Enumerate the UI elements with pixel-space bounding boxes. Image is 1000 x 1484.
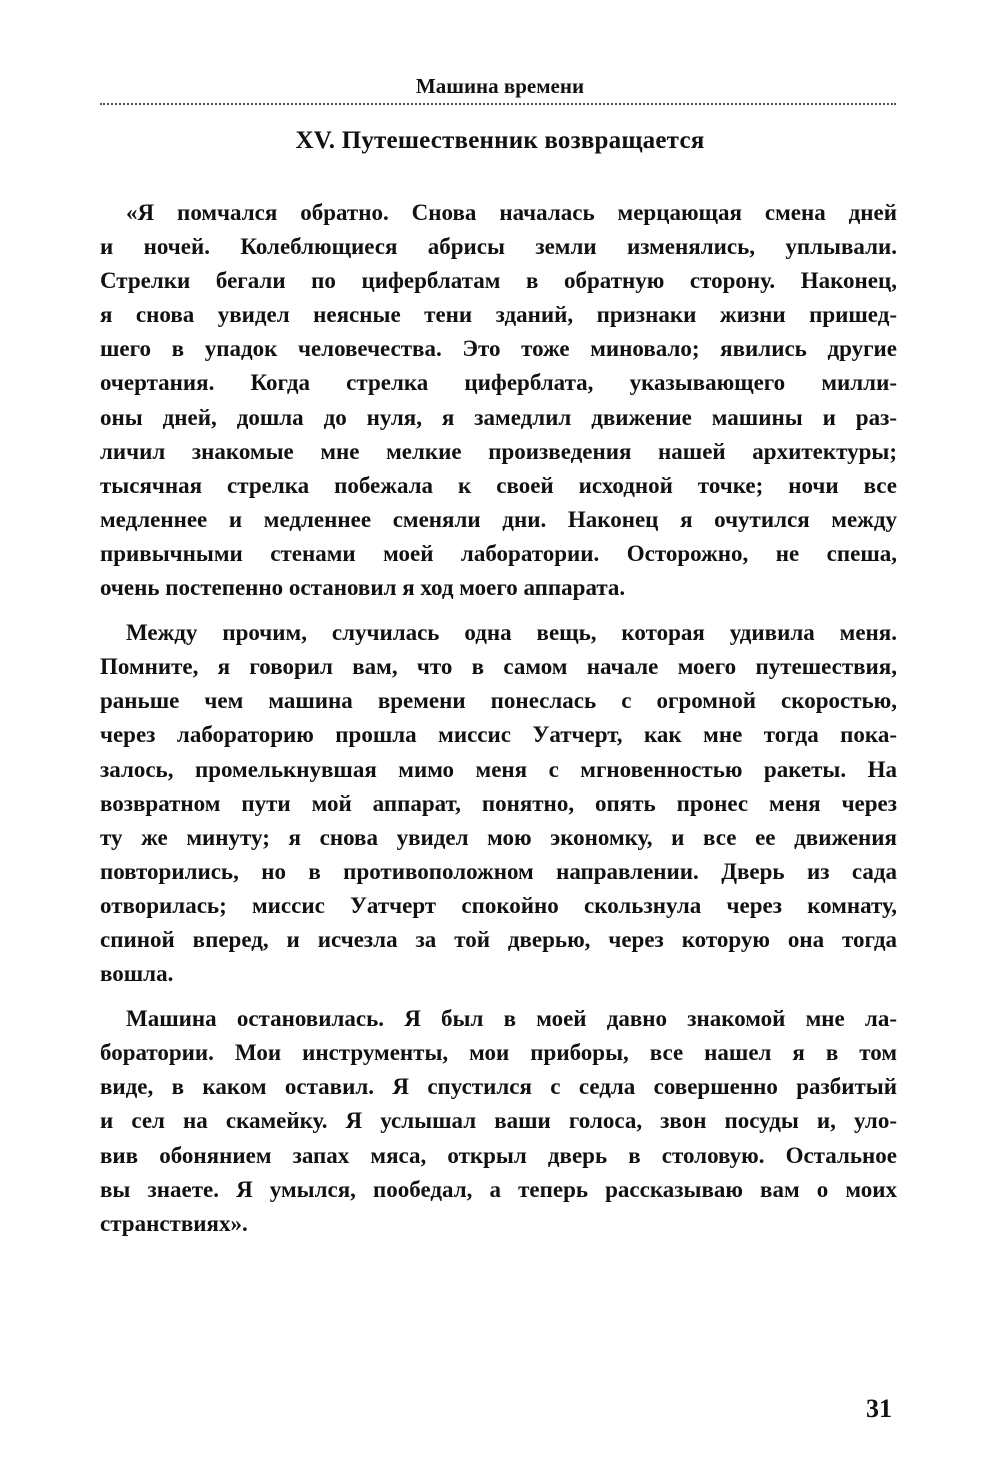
chapter-title: XV. Путешественник возвращается [295,127,705,154]
body-text [100,196,897,1252]
text-line: вошла. [100,961,174,987]
text-line: очень постепенно остановил я ход моего аппарата. [100,575,626,601]
text-line: вы знаете. Я умылся, пообедал, а теперь рассказываю вам о моих [100,1176,897,1202]
text-line: отворилась; миссис Уатчерт спокойно скользнула через комнату, [100,892,897,918]
text-line: раньше чем машина времени понеслась с огромной скоростью, [100,688,897,714]
paragraph [100,616,897,991]
text-line: тысячная стрелка побежала к своей исходной точке; ночи все [100,472,897,498]
text-line: личил знакомые мне мелкие произведения нашей архитектуры; [100,438,897,464]
text-line: через лабораторию прошла миссис Уатчерт, как мне тогда пока- [100,722,897,748]
text-line: возвратном пути мой аппарат, понятно, опять пронес меня через [100,790,897,816]
text-line: Машина остановилась. Я был в моей давно знакомой мне ла- [126,1006,897,1032]
page-number: 31 [866,1394,892,1423]
text-line: я снова увидел неясные тени зданий, признаки жизни пришед- [100,302,897,328]
paragraph [100,1002,897,1241]
text-line: Стрелки бегали по циферблатам в обратную сторону. Наконец, [100,268,897,294]
text-line: боратории. Мои инструменты, мои приборы, все нашел я в том [100,1040,897,1066]
text-line: вив обонянием запах мяса, открыл дверь в столовую. Остальное [100,1142,897,1168]
text-line: ту же минуту; я снова увидел мою экономку, и все ее движения [100,824,897,850]
text-line: оны дней, дошла до нуля, я замедлил движение машины и раз- [100,404,897,430]
text-line: залось, промелькнувшая мимо меня с мгновенностью ракеты. На [100,756,897,782]
text-line: спиной вперед, и исчезла за той дверью, через которую она тогда [100,926,897,952]
text-line: медленнее и медленнее сменяли дни. Наконец я очутился между [100,506,897,532]
text-line: привычными стенами моей лаборатории. Осторожно, не спеша, [100,540,897,566]
text-line: и сел на скамейку. Я услышал ваши голоса, звон посуды и, уло- [100,1108,897,1134]
running-title: Машина времени [415,74,585,98]
text-line: шего в упадок человечества. Это тоже миновало; явились другие [100,336,897,362]
paragraph [100,196,897,605]
header-divider [100,103,896,105]
text-line: странствиях». [100,1210,248,1236]
text-line: очертания. Когда стрелка циферблата, указывающего милли- [100,370,897,396]
text-line: «Я помчался обратно. Снова началась мерцающая смена дней [126,200,897,225]
text-line: Помните, я говорил вам, что в самом начале моего путешествия, [100,654,897,680]
text-line: повторились, но в противоположном направлении. Дверь из сада [100,858,897,884]
text-line: Между прочим, случилась одна вещь, которая удивила меня. [126,620,897,646]
text-line: и ночей. Колеблющиеся абрисы земли изменялись, уплывали. [100,234,897,260]
text-line: виде, в каком оставил. Я спустился с седла совершенно разбитый [100,1074,897,1100]
